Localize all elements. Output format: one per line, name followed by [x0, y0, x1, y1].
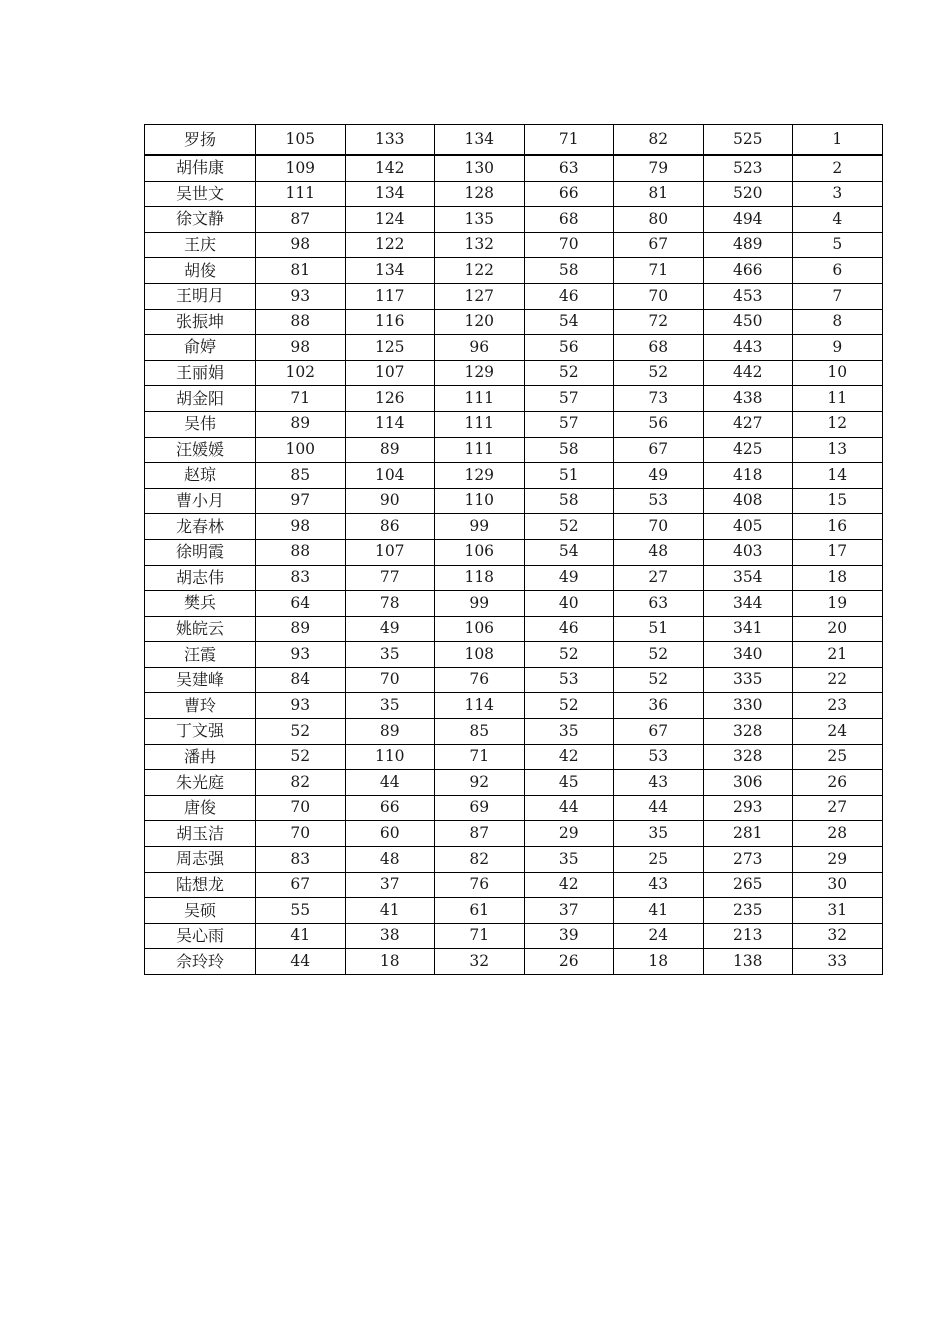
cell-score-5: 44: [614, 795, 704, 821]
cell-score-2: 125: [345, 335, 435, 361]
cell-student-name: 胡金阳: [145, 386, 256, 412]
table-row: [145, 591, 883, 617]
table-row: [145, 125, 883, 156]
table-row: [145, 207, 883, 233]
cell-rank: 31: [793, 898, 883, 924]
cell-score-4: 42: [524, 744, 614, 770]
cell-total-score: 466: [703, 258, 793, 284]
cell-score-5: 70: [614, 514, 704, 540]
cell-score-3: 108: [435, 642, 525, 668]
cell-rank: 22: [793, 667, 883, 693]
cell-score-4: 44: [524, 795, 614, 821]
cell-student-name: 王庆: [145, 232, 256, 258]
cell-student-name: 王丽娟: [145, 360, 256, 386]
cell-score-3: 130: [435, 155, 525, 181]
cell-score-2: 134: [345, 181, 435, 207]
table-row: [145, 923, 883, 949]
cell-score-2: 66: [345, 795, 435, 821]
cell-score-3: 99: [435, 514, 525, 540]
cell-score-2: 104: [345, 463, 435, 489]
cell-rank: 1: [793, 125, 883, 156]
table-row: [145, 539, 883, 565]
cell-score-5: 71: [614, 258, 704, 284]
cell-rank: 2: [793, 155, 883, 181]
cell-score-1: 93: [256, 283, 346, 309]
cell-total-score: 443: [703, 335, 793, 361]
cell-rank: 12: [793, 411, 883, 437]
cell-total-score: 273: [703, 847, 793, 873]
cell-score-2: 114: [345, 411, 435, 437]
cell-score-5: 51: [614, 616, 704, 642]
cell-score-2: 49: [345, 616, 435, 642]
cell-rank: 14: [793, 463, 883, 489]
cell-score-4: 35: [524, 719, 614, 745]
cell-score-1: 97: [256, 488, 346, 514]
cell-score-4: 53: [524, 667, 614, 693]
table-row: [145, 847, 883, 873]
cell-rank: 16: [793, 514, 883, 540]
cell-score-5: 70: [614, 283, 704, 309]
cell-score-3: 82: [435, 847, 525, 873]
cell-rank: 28: [793, 821, 883, 847]
table-row: [145, 795, 883, 821]
cell-score-2: 35: [345, 693, 435, 719]
table-row: [145, 360, 883, 386]
cell-score-2: 110: [345, 744, 435, 770]
cell-score-2: 142: [345, 155, 435, 181]
cell-total-score: 427: [703, 411, 793, 437]
cell-rank: 8: [793, 309, 883, 335]
cell-score-3: 69: [435, 795, 525, 821]
cell-student-name: 汪媛媛: [145, 437, 256, 463]
cell-score-4: 54: [524, 309, 614, 335]
cell-score-2: 134: [345, 258, 435, 284]
cell-score-5: 52: [614, 642, 704, 668]
cell-student-name: 潘冉: [145, 744, 256, 770]
cell-score-5: 53: [614, 744, 704, 770]
cell-student-name: 陆想龙: [145, 872, 256, 898]
cell-total-score: 340: [703, 642, 793, 668]
cell-student-name: 罗扬: [145, 125, 256, 156]
cell-score-2: 107: [345, 360, 435, 386]
cell-score-5: 82: [614, 125, 704, 156]
cell-score-2: 41: [345, 898, 435, 924]
cell-score-3: 122: [435, 258, 525, 284]
cell-score-4: 52: [524, 514, 614, 540]
cell-score-4: 37: [524, 898, 614, 924]
cell-score-5: 49: [614, 463, 704, 489]
cell-score-1: 102: [256, 360, 346, 386]
cell-rank: 18: [793, 565, 883, 591]
cell-score-1: 109: [256, 155, 346, 181]
cell-score-3: 61: [435, 898, 525, 924]
cell-score-1: 93: [256, 642, 346, 668]
cell-score-3: 129: [435, 360, 525, 386]
cell-rank: 27: [793, 795, 883, 821]
cell-score-1: 67: [256, 872, 346, 898]
cell-rank: 29: [793, 847, 883, 873]
cell-score-5: 72: [614, 309, 704, 335]
cell-student-name: 朱光庭: [145, 770, 256, 796]
cell-score-3: 111: [435, 386, 525, 412]
cell-score-5: 52: [614, 360, 704, 386]
table-row: [145, 488, 883, 514]
cell-rank: 26: [793, 770, 883, 796]
score-table-body: [145, 125, 883, 975]
cell-score-1: 98: [256, 514, 346, 540]
cell-score-2: 116: [345, 309, 435, 335]
cell-rank: 30: [793, 872, 883, 898]
cell-score-2: 86: [345, 514, 435, 540]
cell-score-3: 106: [435, 616, 525, 642]
cell-score-3: 135: [435, 207, 525, 233]
cell-student-name: 赵琼: [145, 463, 256, 489]
cell-student-name: 俞婷: [145, 335, 256, 361]
cell-rank: 17: [793, 539, 883, 565]
cell-score-4: 45: [524, 770, 614, 796]
cell-score-1: 82: [256, 770, 346, 796]
cell-total-score: 293: [703, 795, 793, 821]
cell-rank: 24: [793, 719, 883, 745]
cell-score-5: 67: [614, 232, 704, 258]
cell-rank: 6: [793, 258, 883, 284]
cell-score-2: 89: [345, 719, 435, 745]
cell-total-score: 306: [703, 770, 793, 796]
table-row: [145, 514, 883, 540]
cell-total-score: 450: [703, 309, 793, 335]
cell-score-2: 60: [345, 821, 435, 847]
cell-score-3: 76: [435, 872, 525, 898]
cell-score-5: 56: [614, 411, 704, 437]
cell-student-name: 吴心雨: [145, 923, 256, 949]
cell-score-3: 71: [435, 744, 525, 770]
cell-score-5: 48: [614, 539, 704, 565]
cell-total-score: 403: [703, 539, 793, 565]
table-row: [145, 744, 883, 770]
cell-score-3: 32: [435, 949, 525, 975]
cell-rank: 25: [793, 744, 883, 770]
cell-score-5: 53: [614, 488, 704, 514]
cell-score-1: 70: [256, 795, 346, 821]
cell-score-2: 122: [345, 232, 435, 258]
cell-student-name: 佘玲玲: [145, 949, 256, 975]
cell-score-5: 35: [614, 821, 704, 847]
table-row: [145, 693, 883, 719]
cell-student-name: 丁文强: [145, 719, 256, 745]
table-row: [145, 181, 883, 207]
cell-score-3: 85: [435, 719, 525, 745]
cell-score-2: 133: [345, 125, 435, 156]
cell-total-score: 418: [703, 463, 793, 489]
cell-student-name: 吴建峰: [145, 667, 256, 693]
cell-score-4: 57: [524, 386, 614, 412]
table-row: [145, 258, 883, 284]
cell-score-1: 84: [256, 667, 346, 693]
cell-score-2: 70: [345, 667, 435, 693]
cell-total-score: 494: [703, 207, 793, 233]
cell-score-1: 87: [256, 207, 346, 233]
cell-student-name: 徐文静: [145, 207, 256, 233]
cell-score-1: 52: [256, 719, 346, 745]
cell-score-4: 56: [524, 335, 614, 361]
table-row: [145, 411, 883, 437]
cell-score-4: 54: [524, 539, 614, 565]
cell-score-4: 29: [524, 821, 614, 847]
cell-score-5: 80: [614, 207, 704, 233]
cell-student-name: 吴伟: [145, 411, 256, 437]
cell-rank: 33: [793, 949, 883, 975]
cell-score-1: 100: [256, 437, 346, 463]
table-row: [145, 155, 883, 181]
cell-student-name: 吴硕: [145, 898, 256, 924]
cell-score-5: 18: [614, 949, 704, 975]
table-row: [145, 821, 883, 847]
cell-score-1: 89: [256, 411, 346, 437]
cell-rank: 20: [793, 616, 883, 642]
cell-score-5: 27: [614, 565, 704, 591]
cell-score-4: 52: [524, 642, 614, 668]
cell-score-1: 70: [256, 821, 346, 847]
cell-total-score: 235: [703, 898, 793, 924]
cell-score-1: 88: [256, 309, 346, 335]
cell-student-name: 张振坤: [145, 309, 256, 335]
cell-score-4: 58: [524, 258, 614, 284]
table-row: [145, 949, 883, 975]
cell-score-2: 48: [345, 847, 435, 873]
cell-total-score: 341: [703, 616, 793, 642]
cell-total-score: 425: [703, 437, 793, 463]
cell-score-3: 71: [435, 923, 525, 949]
cell-score-1: 83: [256, 565, 346, 591]
table-row: [145, 232, 883, 258]
cell-score-1: 41: [256, 923, 346, 949]
table-row: [145, 616, 883, 642]
cell-score-3: 92: [435, 770, 525, 796]
cell-score-5: 41: [614, 898, 704, 924]
cell-score-3: 111: [435, 437, 525, 463]
table-row: [145, 667, 883, 693]
cell-score-3: 110: [435, 488, 525, 514]
cell-score-1: 85: [256, 463, 346, 489]
table-row: [145, 872, 883, 898]
cell-score-2: 37: [345, 872, 435, 898]
cell-score-1: 89: [256, 616, 346, 642]
cell-total-score: 138: [703, 949, 793, 975]
cell-score-5: 52: [614, 667, 704, 693]
cell-score-1: 44: [256, 949, 346, 975]
cell-score-4: 49: [524, 565, 614, 591]
cell-score-1: 64: [256, 591, 346, 617]
cell-score-3: 132: [435, 232, 525, 258]
cell-score-3: 128: [435, 181, 525, 207]
cell-total-score: 442: [703, 360, 793, 386]
cell-score-1: 71: [256, 386, 346, 412]
cell-total-score: 405: [703, 514, 793, 540]
cell-score-1: 81: [256, 258, 346, 284]
table-row: [145, 309, 883, 335]
table-row: [145, 437, 883, 463]
cell-score-4: 70: [524, 232, 614, 258]
score-table: [144, 124, 883, 975]
cell-total-score: 453: [703, 283, 793, 309]
cell-total-score: 335: [703, 667, 793, 693]
cell-student-name: 唐俊: [145, 795, 256, 821]
cell-score-2: 18: [345, 949, 435, 975]
cell-score-2: 90: [345, 488, 435, 514]
cell-total-score: 281: [703, 821, 793, 847]
table-row: [145, 898, 883, 924]
table-row: [145, 335, 883, 361]
cell-total-score: 523: [703, 155, 793, 181]
table-row: [145, 642, 883, 668]
cell-score-1: 83: [256, 847, 346, 873]
cell-rank: 23: [793, 693, 883, 719]
cell-score-2: 126: [345, 386, 435, 412]
cell-student-name: 胡伟康: [145, 155, 256, 181]
cell-total-score: 328: [703, 719, 793, 745]
cell-score-4: 46: [524, 283, 614, 309]
cell-score-3: 134: [435, 125, 525, 156]
cell-score-5: 24: [614, 923, 704, 949]
table-row: [145, 386, 883, 412]
cell-score-2: 77: [345, 565, 435, 591]
cell-total-score: 525: [703, 125, 793, 156]
cell-score-2: 89: [345, 437, 435, 463]
cell-score-4: 71: [524, 125, 614, 156]
cell-score-1: 98: [256, 232, 346, 258]
cell-score-2: 35: [345, 642, 435, 668]
cell-score-3: 120: [435, 309, 525, 335]
cell-score-2: 117: [345, 283, 435, 309]
cell-rank: 32: [793, 923, 883, 949]
cell-score-5: 81: [614, 181, 704, 207]
cell-score-4: 57: [524, 411, 614, 437]
cell-rank: 4: [793, 207, 883, 233]
cell-total-score: 408: [703, 488, 793, 514]
cell-rank: 3: [793, 181, 883, 207]
cell-score-3: 106: [435, 539, 525, 565]
cell-score-3: 96: [435, 335, 525, 361]
cell-score-2: 78: [345, 591, 435, 617]
cell-total-score: 213: [703, 923, 793, 949]
cell-score-4: 58: [524, 488, 614, 514]
table-row: [145, 565, 883, 591]
cell-score-3: 118: [435, 565, 525, 591]
cell-score-1: 105: [256, 125, 346, 156]
cell-score-1: 93: [256, 693, 346, 719]
cell-score-5: 68: [614, 335, 704, 361]
cell-student-name: 曹小月: [145, 488, 256, 514]
cell-score-3: 87: [435, 821, 525, 847]
cell-score-4: 51: [524, 463, 614, 489]
cell-rank: 15: [793, 488, 883, 514]
cell-score-4: 52: [524, 360, 614, 386]
cell-rank: 13: [793, 437, 883, 463]
cell-student-name: 胡俊: [145, 258, 256, 284]
table-row: [145, 463, 883, 489]
cell-score-4: 63: [524, 155, 614, 181]
cell-score-4: 40: [524, 591, 614, 617]
cell-score-5: 43: [614, 770, 704, 796]
cell-score-1: 55: [256, 898, 346, 924]
cell-score-2: 124: [345, 207, 435, 233]
cell-student-name: 胡志伟: [145, 565, 256, 591]
cell-rank: 21: [793, 642, 883, 668]
cell-score-4: 35: [524, 847, 614, 873]
cell-student-name: 吴世文: [145, 181, 256, 207]
cell-score-1: 98: [256, 335, 346, 361]
cell-score-4: 39: [524, 923, 614, 949]
cell-score-3: 114: [435, 693, 525, 719]
cell-score-4: 26: [524, 949, 614, 975]
cell-score-5: 43: [614, 872, 704, 898]
cell-student-name: 曹玲: [145, 693, 256, 719]
cell-score-3: 76: [435, 667, 525, 693]
cell-rank: 19: [793, 591, 883, 617]
cell-score-3: 111: [435, 411, 525, 437]
cell-total-score: 489: [703, 232, 793, 258]
cell-rank: 11: [793, 386, 883, 412]
cell-score-1: 52: [256, 744, 346, 770]
cell-score-2: 44: [345, 770, 435, 796]
cell-score-5: 63: [614, 591, 704, 617]
cell-student-name: 周志强: [145, 847, 256, 873]
cell-rank: 5: [793, 232, 883, 258]
cell-student-name: 樊兵: [145, 591, 256, 617]
cell-score-4: 58: [524, 437, 614, 463]
cell-score-5: 79: [614, 155, 704, 181]
cell-score-5: 73: [614, 386, 704, 412]
cell-student-name: 徐明霞: [145, 539, 256, 565]
cell-score-5: 25: [614, 847, 704, 873]
cell-total-score: 328: [703, 744, 793, 770]
cell-student-name: 王明月: [145, 283, 256, 309]
cell-score-4: 68: [524, 207, 614, 233]
cell-total-score: 354: [703, 565, 793, 591]
cell-student-name: 姚皖云: [145, 616, 256, 642]
cell-rank: 9: [793, 335, 883, 361]
table-row: [145, 283, 883, 309]
cell-score-3: 99: [435, 591, 525, 617]
cell-score-5: 67: [614, 719, 704, 745]
cell-score-1: 88: [256, 539, 346, 565]
cell-student-name: 龙春林: [145, 514, 256, 540]
cell-total-score: 344: [703, 591, 793, 617]
cell-score-1: 111: [256, 181, 346, 207]
cell-score-4: 42: [524, 872, 614, 898]
cell-score-2: 107: [345, 539, 435, 565]
cell-score-5: 36: [614, 693, 704, 719]
cell-total-score: 265: [703, 872, 793, 898]
table-row: [145, 719, 883, 745]
cell-score-5: 67: [614, 437, 704, 463]
cell-rank: 10: [793, 360, 883, 386]
cell-student-name: 汪霞: [145, 642, 256, 668]
cell-rank: 7: [793, 283, 883, 309]
cell-score-2: 38: [345, 923, 435, 949]
cell-student-name: 胡玉洁: [145, 821, 256, 847]
cell-score-4: 66: [524, 181, 614, 207]
cell-total-score: 520: [703, 181, 793, 207]
cell-score-3: 127: [435, 283, 525, 309]
cell-score-4: 52: [524, 693, 614, 719]
cell-score-4: 46: [524, 616, 614, 642]
cell-score-3: 129: [435, 463, 525, 489]
cell-total-score: 438: [703, 386, 793, 412]
table-row: [145, 770, 883, 796]
cell-total-score: 330: [703, 693, 793, 719]
